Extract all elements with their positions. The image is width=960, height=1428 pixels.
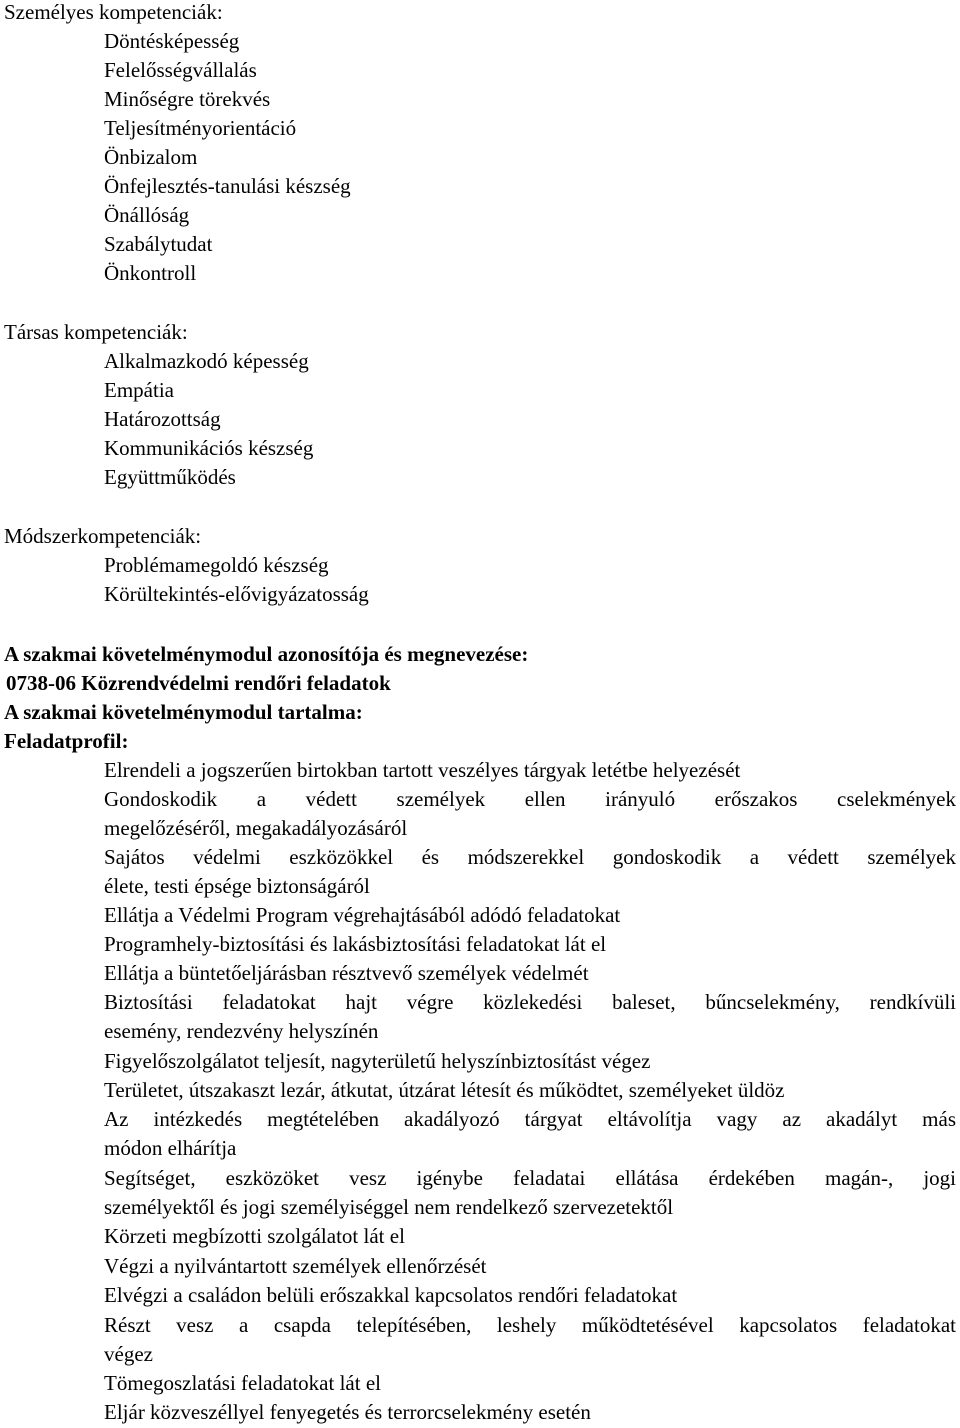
task-item: Figyelőszolgálatot teljesít, nagyterületű helyszínbiztosítást végez [104,1049,651,1073]
module-content-heading: A szakmai követelménymodul tartalma: [4,700,363,724]
list-item: Szabálytudat [104,232,213,256]
task-item-continuation: megelőzéséről, megakadályozásáról [104,816,408,840]
list-item: Önállóság [104,203,190,227]
list-item: Minőségre törekvés [104,87,271,111]
task-item: Sajátos védelmi eszközökkel és módszerekkel gondoskodik a védett személyek [104,845,956,869]
task-item: Segítséget, eszközöket vesz igénybe feladatai ellátása érdekében magán-, jogi [104,1166,956,1190]
list-item: Kommunikációs készség [104,436,314,460]
task-item: Elvégzi a családon belüli erőszakkal kapcsolatos rendőri feladatokat [104,1283,678,1307]
task-item: Ellátja a Védelmi Program végrehajtásából adódó feladatokat [104,903,621,927]
task-profile-heading: Feladatprofil: [4,729,129,753]
task-item: Tömegoszlatási feladatokat lát el [104,1371,381,1395]
task-item-continuation: élete, testi épsége biztonságáról [104,874,370,898]
task-item-continuation: esemény, rendezvény helyszínén [104,1019,379,1043]
task-item: Területet, útszakaszt lezár, átkutat, útzárat létesít és működtet, személyeket üldöz [104,1078,785,1102]
task-item: Részt vesz a csapda telepítésében, leshely működtetésével kapcsolatos feladatokat [104,1313,956,1337]
task-item: Eljár közveszéllyel fenyegetés és terrorcselekmény esetén [104,1400,591,1424]
task-item-continuation: módon elhárítja [104,1136,237,1160]
module-id-name: 0738-06 Közrendvédelmi rendőri feladatok [6,671,391,695]
list-item: Önbizalom [104,145,198,169]
personal-competencies-heading: Személyes kompetenciák: [4,0,223,24]
module-id-heading: A szakmai követelménymodul azonosítója és megnevezése: [4,642,529,666]
list-item: Döntésképesség [104,29,240,53]
task-item: Elrendeli a jogszerűen birtokban tartott veszélyes tárgyak letétbe helyezését [104,758,741,782]
list-item: Körültekintés-elővigyázatosság [104,582,369,606]
list-item: Együttműködés [104,465,236,489]
task-item-continuation: végez [104,1342,153,1366]
task-item: Programhely-biztosítási és lakásbiztosítási feladatokat lát el [104,932,607,956]
list-item: Önfejlesztés-tanulási készség [104,174,351,198]
list-item: Önkontroll [104,261,197,285]
social-competencies-heading: Társas kompetenciák: [4,320,188,344]
task-item: Gondoskodik a védett személyek ellen irányuló erőszakos cselekmények [104,787,956,811]
list-item: Alkalmazkodó képesség [104,349,309,373]
task-item: Ellátja a büntetőeljárásban résztvevő személyek védelmét [104,961,589,985]
method-competencies-heading: Módszerkompetenciák: [4,524,202,548]
task-item: Az intézkedés megtételében akadályozó tárgyat eltávolítja vagy az akadályt más [104,1107,956,1131]
list-item: Felelősségvállalás [104,58,257,82]
list-item: Határozottság [104,407,221,431]
list-item: Problémamegoldó készség [104,553,329,577]
list-item: Empátia [104,378,174,402]
task-item-continuation: személyektől és jogi személyiséggel nem rendelkező szervezetektől [104,1195,674,1219]
list-item: Teljesítményorientáció [104,116,297,140]
task-item: Biztosítási feladatokat hajt végre közlekedési baleset, bűncselekmény, rendkívüli [104,990,956,1014]
task-item: Végzi a nyilvántartott személyek ellenőrzését [104,1254,487,1278]
task-item: Körzeti megbízotti szolgálatot lát el [104,1224,405,1248]
